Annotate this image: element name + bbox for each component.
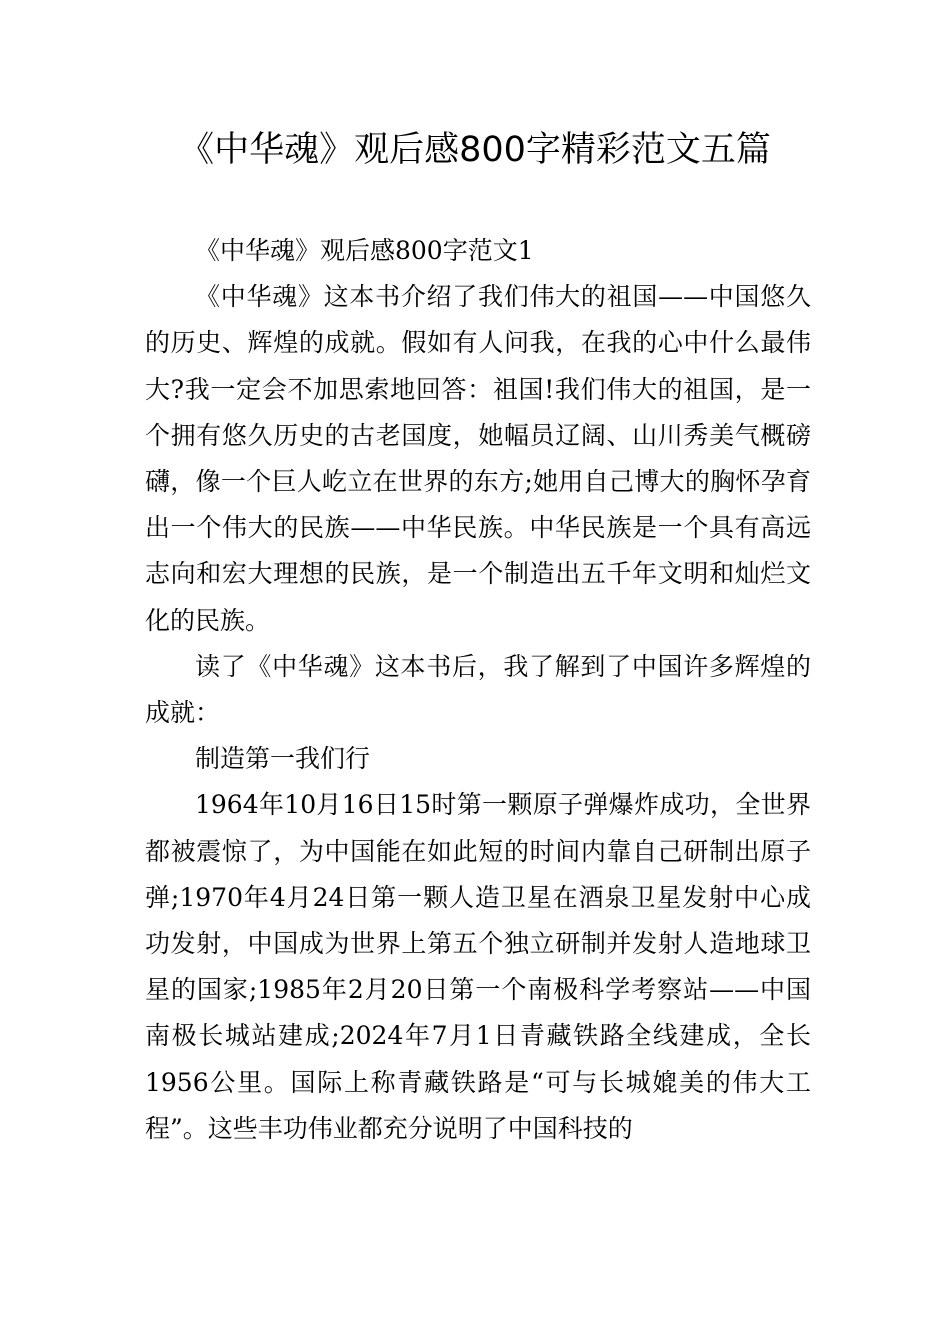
document-body	[145, 228, 811, 1152]
document-title: 《中华魂》观后感800字精彩范文五篇	[179, 130, 771, 170]
paragraph-section-heading: 制造第一我们行	[195, 744, 371, 774]
paragraph-achievements-intro: 读了《中华魂》这本书后，我了解到了中国许多辉煌的成就：	[145, 651, 811, 728]
paragraph-achievements: 1964年10月16日15时第一颗原子弹爆炸成功，全世界都被震惊了，为中国能在如此短的时间内靠自己研制出原子弹;1970年4月24日第一颗人造卫星在酒泉卫星发射中心成功发射，中国成为世界上第五个独立研制并发射人造地球卫星的国家;1985年2月20日第一个南极科学考察站——中国南极长城站建成;2024年7月1日青藏铁路全线建成，全长1956公里。国际上称青藏铁路是“可与长城媲美的伟大工程”。这些丰功伟业都充分说明了中国科技的	[145, 790, 811, 1143]
paragraph-intro: 《中华魂》这本书介绍了我们伟大的祖国——中国悠久的历史、辉煌的成就。假如有人问我，在我的心中什么最伟大?我一定会不加思索地回答：祖国!我们伟大的祖国，是一个拥有悠久历史的古老国度，她幅员辽阔、山川秀美气概磅礴，像一个巨人屹立在世界的东方;她用自己博大的胸怀孕育出一个伟大的民族——中华民族。中华民族是一个具有高远志向和宏大理想的民族，是一个制造出五千年文明和灿烂文化的民族。	[145, 282, 811, 635]
paragraph-subtitle: 《中华魂》观后感800字范文1	[195, 236, 534, 265]
